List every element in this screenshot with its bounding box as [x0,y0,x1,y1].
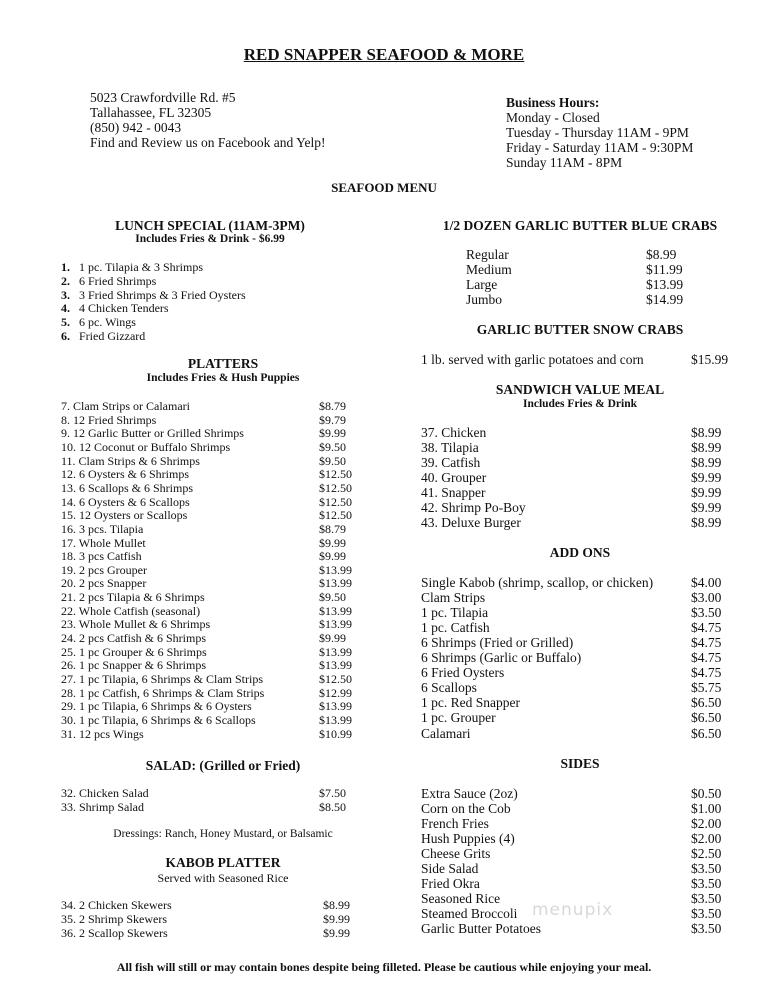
item-price: $9.99 [319,549,346,564]
footer-disclaimer: All fish will still or may contain bones despite being filleted. Please be cautious while enjoying your meal. [116,960,652,974]
item-price: $6.50 [691,725,722,741]
item-price: $9.99 [323,926,350,940]
item-price: $11.99 [646,262,683,277]
side-item [421,831,722,847]
lunch-item [61,329,145,344]
item-price: $2.00 [691,831,722,847]
item-name: 16. 3 pcs. Tilapia [61,521,144,536]
item-price: $8.99 [646,247,677,262]
item-price: $8.99 [691,425,722,440]
item-price: $12.50 [319,480,352,495]
item-name: 41. Snapper [421,485,486,500]
hours-line: Tuesday - Thursday 11AM - 9PM [506,125,689,140]
menu-heading: SEAFOOD MENU [331,180,437,195]
item-name: 29. 1 pc Tilapia, 6 Shrimps & 6 Oysters [61,699,252,714]
item-name: 1 lb. served with garlic potatoes and corn [421,352,644,367]
item-price: $12.50 [319,467,352,482]
lunch-item [61,288,246,303]
item-name: 30. 1 pc Tilapia, 6 Shrimps & 6 Scallops [61,712,256,727]
addon-item [421,680,722,696]
item-name: 14. 6 Oysters & 6 Scallops [61,494,190,509]
item-name: 31. 12 pcs Wings [61,726,144,741]
side-item [421,876,722,892]
item-name: 23. Whole Mullet & 6 Shrimps [61,617,211,632]
salad-item [61,800,346,815]
item-name: 36. 2 Scallop Skewers [61,926,168,940]
blue-crabs-title: 1/2 DOZEN GARLIC BUTTER BLUE CRABS [442,218,718,233]
item-name: 35. 2 Shrimp Skewers [61,912,167,926]
item-name: 1 pc. Grouper [421,710,496,726]
item-price: $13.99 [319,658,352,673]
item-number: 3. [61,287,70,302]
lunch-item [61,260,203,275]
item-price: $15.99 [691,352,729,367]
kabob-item [61,926,350,941]
item-name: 26. 1 pc Snapper & 6 Shrimps [61,658,206,673]
item-price: $7.50 [319,786,346,800]
item-name: 6 Scallops [421,680,477,696]
item-name: 20. 2 pcs Snapper [61,576,147,591]
hours-heading: Business Hours: [506,95,600,110]
blue-crab-item [466,277,684,293]
business-hours [506,95,693,170]
item-price: $8.99 [691,455,722,470]
item-price: $9.99 [691,485,722,500]
addons-title: ADD ONS [549,545,611,560]
address-city: Tallahassee, FL 32305 [90,105,212,120]
item-name: 12. 6 Oysters & 6 Shrimps [61,467,190,482]
side-item [421,801,722,817]
item-price: $12.50 [319,672,352,686]
item-name: Jumbo [466,292,503,307]
salad-title: SALAD: (Grilled or Fried) [145,758,301,773]
sandwich-item [421,455,722,471]
item-name: Cheese Grits [421,846,491,862]
addon-item [421,725,722,742]
item-price: $14.99 [646,292,684,307]
item-price: $9.99 [319,535,346,550]
item-name: 8. 12 Fried Shrimps [61,412,157,427]
item-price: $9.99 [691,500,722,515]
item-price: $3.50 [691,861,722,877]
item-name: French Fries [421,816,489,832]
hours-line: Friday - Saturday 11AM - 9:30PM [506,140,694,155]
lunch-item [61,274,156,289]
address-review-note: Find and Review us on Facebook and Yelp! [90,135,326,150]
item-number: 5. [61,315,70,330]
item-name: Side Salad [421,861,479,877]
watermark: menupix [532,900,614,920]
item-name: Clam Strips [421,590,486,606]
item-price: $13.99 [319,699,352,714]
platter-item [61,726,352,742]
item-name: 13. 6 Scallops & 6 Shrimps [61,480,194,495]
item-name: Single Kabob (shrimp, scallop, or chicken) [421,575,654,590]
lunch-item [61,315,136,330]
address-phone: (850) 942 - 0043 [90,120,182,135]
item-price: $3.00 [691,590,722,606]
item-name: 24. 2 pcs Catfish & 6 Shrimps [61,631,207,646]
item-price: $4.00 [691,575,722,590]
side-item [421,921,722,937]
item-name: Fried Okra [421,876,480,892]
item-name: 1 pc. Tilapia & 3 Shrimps [79,260,204,274]
item-name: 40. Grouper [421,470,487,485]
item-name: 4 Chicken Tenders [79,301,169,316]
item-price: $13.99 [319,576,352,591]
item-name: 37. Chicken [421,425,487,440]
snow-crabs-item [421,352,729,368]
item-price: $2.00 [691,816,722,832]
item-price: $9.99 [691,470,722,485]
kabob-title: KABOB PLATTER [165,855,281,870]
lunch-item [61,301,169,316]
item-name: Garlic Butter Potatoes [421,921,541,937]
item-name: 6 Shrimps (Fried or Grilled) [421,635,574,651]
lunch-subtitle: Includes Fries & Drink - $6.99 [135,233,285,245]
item-name: 11. Clam Strips & 6 Shrimps [61,453,200,468]
item-name: 1 pc. Tilapia [421,605,489,621]
sandwich-item [421,500,722,516]
lunch-title: LUNCH SPECIAL (11AM-3PM) [115,218,305,233]
item-price: $9.50 [319,590,346,605]
side-item [421,891,722,907]
sandwich-title: SANDWICH VALUE MEAL [495,382,665,397]
item-price: $13.99 [319,644,352,659]
item-price: $3.50 [691,921,722,937]
item-name: 9. 12 Garlic Butter or Grilled Shrimps [61,426,244,441]
addon-item [421,620,722,636]
item-name: 10. 12 Coconut or Buffalo Shrimps [61,439,231,454]
item-price: $8.99 [691,440,722,455]
item-price: $13.99 [319,712,352,727]
item-price: $13.99 [319,617,352,632]
item-name: 19. 2 pcs Grouper [61,562,147,577]
salad-item [61,786,346,801]
item-price: $6.50 [691,695,722,711]
item-name: 38. Tilapia [421,440,479,455]
item-price: $3.50 [691,891,722,907]
item-name: Steamed Broccoli [421,906,518,922]
addon-item [421,605,722,621]
item-name: 18. 3 pcs Catfish [61,549,142,564]
side-item [421,816,722,832]
item-name: Medium [466,262,512,277]
item-name: Extra Sauce (2oz) [421,786,518,801]
item-name: Regular [466,247,509,262]
item-name: 17. Whole Mullet [61,535,146,550]
item-name: 1 pc. Catfish [421,620,490,636]
item-name: 6 Fried Shrimps [79,273,157,288]
item-name: 43. Deluxe Burger [421,515,521,530]
addon-item [421,575,722,591]
address-block [90,90,325,150]
blue-crab-item [466,247,677,263]
item-name: 34. 2 Chicken Skewers [61,898,172,912]
item-name: 33. Shrimp Salad [61,800,144,814]
item-price: $4.75 [691,650,722,666]
item-number: 6. [61,329,70,343]
item-price: $4.75 [691,635,722,651]
addon-item [421,665,722,681]
side-item [421,861,722,877]
sides-title: SIDES [560,756,600,771]
item-price: $2.50 [691,846,722,862]
item-price: $13.99 [646,277,684,292]
item-name: 1 pc. Red Snapper [421,695,520,711]
item-price: $12.50 [319,508,352,523]
restaurant-title: RED SNAPPER SEAFOOD & MORE [243,45,525,64]
item-name: 22. Whole Catfish (seasonal) [61,603,201,618]
item-price: $3.50 [691,876,722,892]
item-name: 6 pc. Wings [79,315,136,330]
address-street: 5023 Crawfordville Rd. #5 [90,90,236,105]
item-name: 28. 1 pc Catfish, 6 Shrimps & Clam Strips [61,685,265,700]
item-name: 39. Catfish [421,455,481,470]
item-price: $0.50 [691,786,722,801]
hours-line: Sunday 11AM - 8PM [506,155,623,170]
item-name: Calamari [421,725,471,741]
sandwich-item [421,515,722,531]
addon-item [421,710,722,726]
sandwich-item [421,470,722,486]
item-price: $13.99 [319,562,352,577]
item-name: 15. 12 Oysters or Scallops [61,508,188,523]
item-price: $12.99 [319,685,352,700]
item-price: $8.99 [323,898,350,912]
blue-crab-item [466,292,684,308]
item-price: $3.50 [691,605,722,621]
item-name: Fried Gizzard [79,329,146,343]
addon-item [421,695,722,711]
item-number: 2. [61,273,70,288]
addon-item [421,635,722,651]
kabob-item [61,912,350,927]
item-price: $1.00 [691,801,722,817]
item-name: 21. 2 pcs Tilapia & 6 Shrimps [61,590,205,605]
item-price: $8.50 [319,800,346,814]
item-name: Corn on the Cob [421,801,511,817]
hours-line: Monday - Closed [506,110,600,125]
item-price: $9.99 [319,426,346,441]
kabob-item [61,898,350,913]
item-name: Seasoned Rice [421,891,501,907]
item-price: $4.75 [691,620,722,636]
item-price: $8.79 [319,521,346,536]
snow-crabs-title: GARLIC BUTTER SNOW CRABS [476,322,684,337]
item-name: Large [466,277,498,292]
item-name: 7. Clam Strips or Calamari [61,399,190,413]
item-price: $8.79 [319,399,346,413]
blue-crab-item [466,262,683,278]
item-price: $9.50 [319,453,346,468]
side-item [421,786,722,802]
item-name: 42. Shrimp Po-Boy [421,500,526,515]
item-number: 4. [61,301,70,316]
item-price: $8.99 [691,515,722,530]
item-name: 3 Fried Shrimps & 3 Fried Oysters [79,287,246,302]
platters-title: PLATTERS [187,356,259,371]
item-number: 1. [61,260,70,274]
kabob-subtitle: Served with Seasoned Rice [157,871,289,885]
item-price: $9.79 [319,412,346,427]
item-name: 25. 1 pc Grouper & 6 Shrimps [61,644,207,659]
side-item [421,846,722,862]
item-name: Hush Puppies (4) [421,831,515,847]
item-price: $12.50 [319,494,352,509]
item-price: $6.50 [691,710,722,726]
item-name: 6 Shrimps (Garlic or Buffalo) [421,650,582,666]
item-price: $5.75 [691,680,722,696]
addon-item [421,650,722,666]
sandwich-item [421,485,722,501]
item-price: $9.99 [319,631,346,646]
item-name: 32. Chicken Salad [61,786,149,800]
item-price: $9.99 [323,912,350,926]
item-name: 27. 1 pc Tilapia, 6 Shrimps & Clam Strips [61,672,264,686]
platters-subtitle: Includes Fries & Hush Puppies [146,372,300,384]
item-name: 6 Fried Oysters [421,665,505,681]
item-price: $13.99 [319,603,352,618]
sandwich-item [421,440,722,456]
sandwich-subtitle: Includes Fries & Drink [522,398,638,410]
item-price: $3.50 [691,906,722,922]
dressings-note: Dressings: Ranch, Honey Mustard, or Balsamic [113,828,333,840]
addon-item [421,590,722,606]
item-price: $4.75 [691,665,722,681]
item-price: $10.99 [319,726,352,741]
item-price: $9.50 [319,439,346,454]
sandwich-item [421,425,722,441]
